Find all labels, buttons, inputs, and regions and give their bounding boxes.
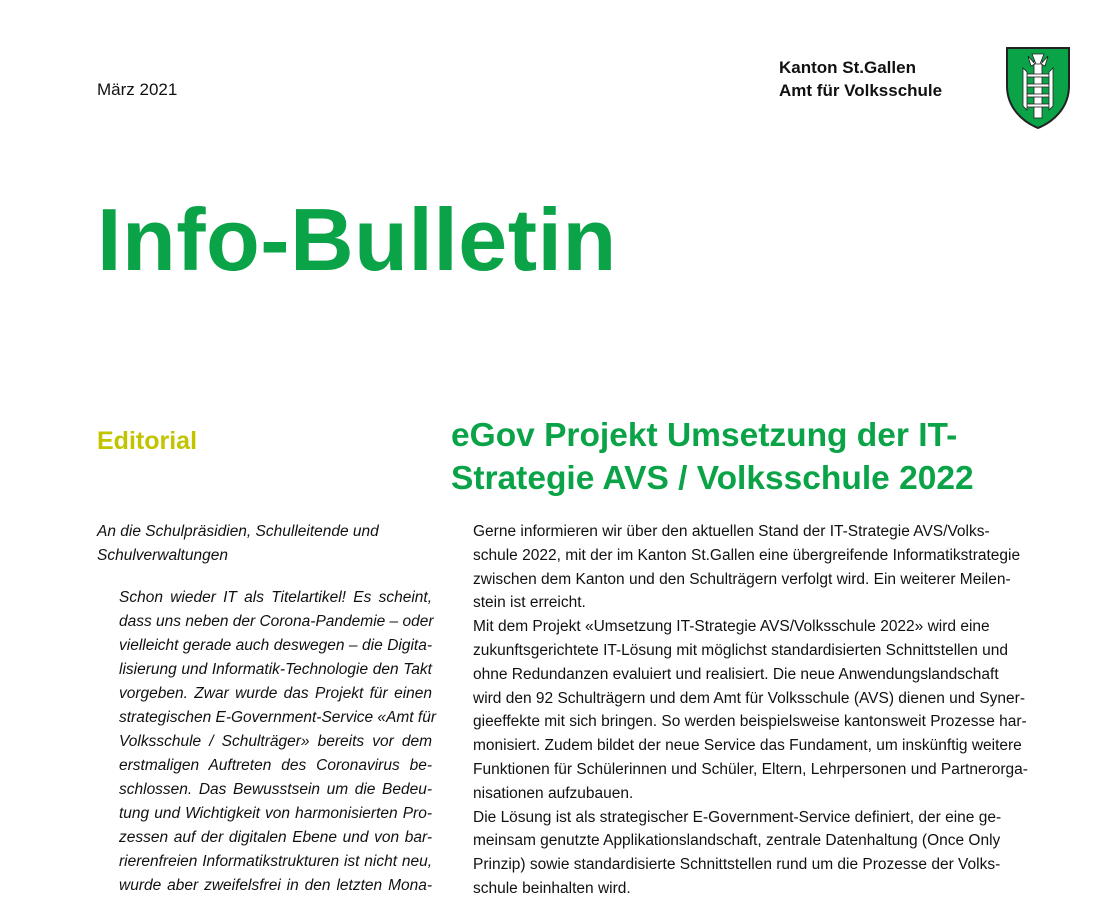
- org-line-office: Amt für Volksschule: [779, 81, 943, 100]
- bulletin-title: Info-Bulletin: [97, 190, 617, 289]
- st-gallen-coat-of-arms-icon: [1005, 46, 1071, 130]
- article-body: [451, 520, 1066, 901]
- article-paragraph: [451, 520, 1066, 615]
- text-line: meinsam genutzte Applikationslandschaft, zentrale Datenhaltung (Once Only: [473, 832, 1001, 850]
- text-line: Die Lösung ist als strategischer E-Government-Service definiert, der eine ge-: [473, 808, 1002, 826]
- text-line: rierenfreien Informatikstrukturen ist nicht neu,: [119, 853, 432, 870]
- salutation-line: An die Schulpräsidien, Schulleitende und: [97, 523, 379, 540]
- text-line: Schon wieder IT als Titelartikel! Es scheint,: [119, 589, 432, 606]
- text-line: stein ist erreicht.: [473, 594, 586, 612]
- text-line: nisationen aufzubauen.: [473, 784, 634, 802]
- text-line: schule beinhalten wird.: [473, 879, 631, 897]
- text-line: monisiert. Zudem bildet der neue Service das Fundament, um inskünftig weitere: [473, 737, 1022, 755]
- editorial-heading: Editorial: [97, 427, 198, 455]
- heading-line: Strategie AVS / Volksschule 2022: [451, 460, 974, 497]
- editorial-paragraph: [97, 586, 437, 898]
- text-line: zukunftsgerichtete IT-Lösung mit möglichst standardisierten Schnittstellen und: [473, 641, 1009, 659]
- text-line: zessen auf der digitalen Ebene und von bar-: [119, 829, 432, 846]
- text-line: vielleicht gerade auch deswegen – die Digita-: [119, 637, 432, 654]
- article-heading: [451, 414, 974, 500]
- text-line: zwischen dem Kanton und den Schulträgern verfolgt wird. Ein weiterer Meilen-: [473, 570, 1011, 588]
- text-line: dass uns neben der Corona-Pandemie – oder: [119, 613, 434, 630]
- editorial-column: [97, 520, 437, 898]
- organization-name: [779, 56, 942, 102]
- editorial-salutation: [97, 520, 432, 568]
- heading-line: eGov Projekt Umsetzung der IT-: [451, 417, 958, 454]
- text-line: Funktionen für Schülerinnen und Schüler, Eltern, Lehrpersonen und Partnerorga-: [473, 760, 1028, 778]
- issue-date: März 2021: [97, 80, 178, 99]
- text-line: Mit dem Projekt «Umsetzung IT-Strategie AVS/Volksschule 2022» wird eine: [473, 618, 990, 636]
- text-line: wird den 92 Schulträgern und dem Amt für Volksschule (AVS) dienen und Syner-: [473, 689, 1025, 707]
- salutation-line: Schulverwaltungen: [97, 547, 228, 564]
- text-line: Volksschule / Schulträger» bereits vor dem: [119, 733, 432, 750]
- text-line: strategischen E-Government-Service «Amt für: [119, 709, 437, 726]
- org-line-canton: Kanton St.Gallen: [779, 58, 916, 77]
- text-line: Gerne informieren wir über den aktuellen Stand der IT-Strategie AVS/Volks-: [473, 523, 990, 540]
- text-line: schlossen. Das Bewusstsein um die Bedeu-: [119, 781, 432, 798]
- text-line: wurde aber zweifelsfrei in den letzten Mona-: [119, 877, 432, 894]
- text-line: Prinzip) sowie standardisierte Schnittstellen rund um die Prozesse der Volks-: [473, 856, 1001, 874]
- text-line: lisierung und Informatik-Technologie den Takt: [119, 661, 432, 678]
- text-line: schule 2022, mit der im Kanton St.Gallen eine übergreifende Informatikstrategie: [473, 546, 1021, 564]
- text-line: tung und Wichtigkeit von harmonisierten Pro-: [119, 805, 432, 822]
- article-paragraph: [451, 615, 1066, 805]
- text-line: vorgeben. Zwar wurde das Projekt für einen: [119, 685, 432, 702]
- text-line: erstmaligen Auftreten des Coronavirus be-: [119, 757, 432, 774]
- text-line: gieeffekte mit sich bringen. So werden beispielsweise kantonsweit Prozesse har-: [473, 713, 1027, 731]
- article-paragraph: [451, 806, 1066, 901]
- text-line: ohne Redundanzen evaluiert und realisiert. Die neue Anwendungslandschaft: [473, 665, 999, 683]
